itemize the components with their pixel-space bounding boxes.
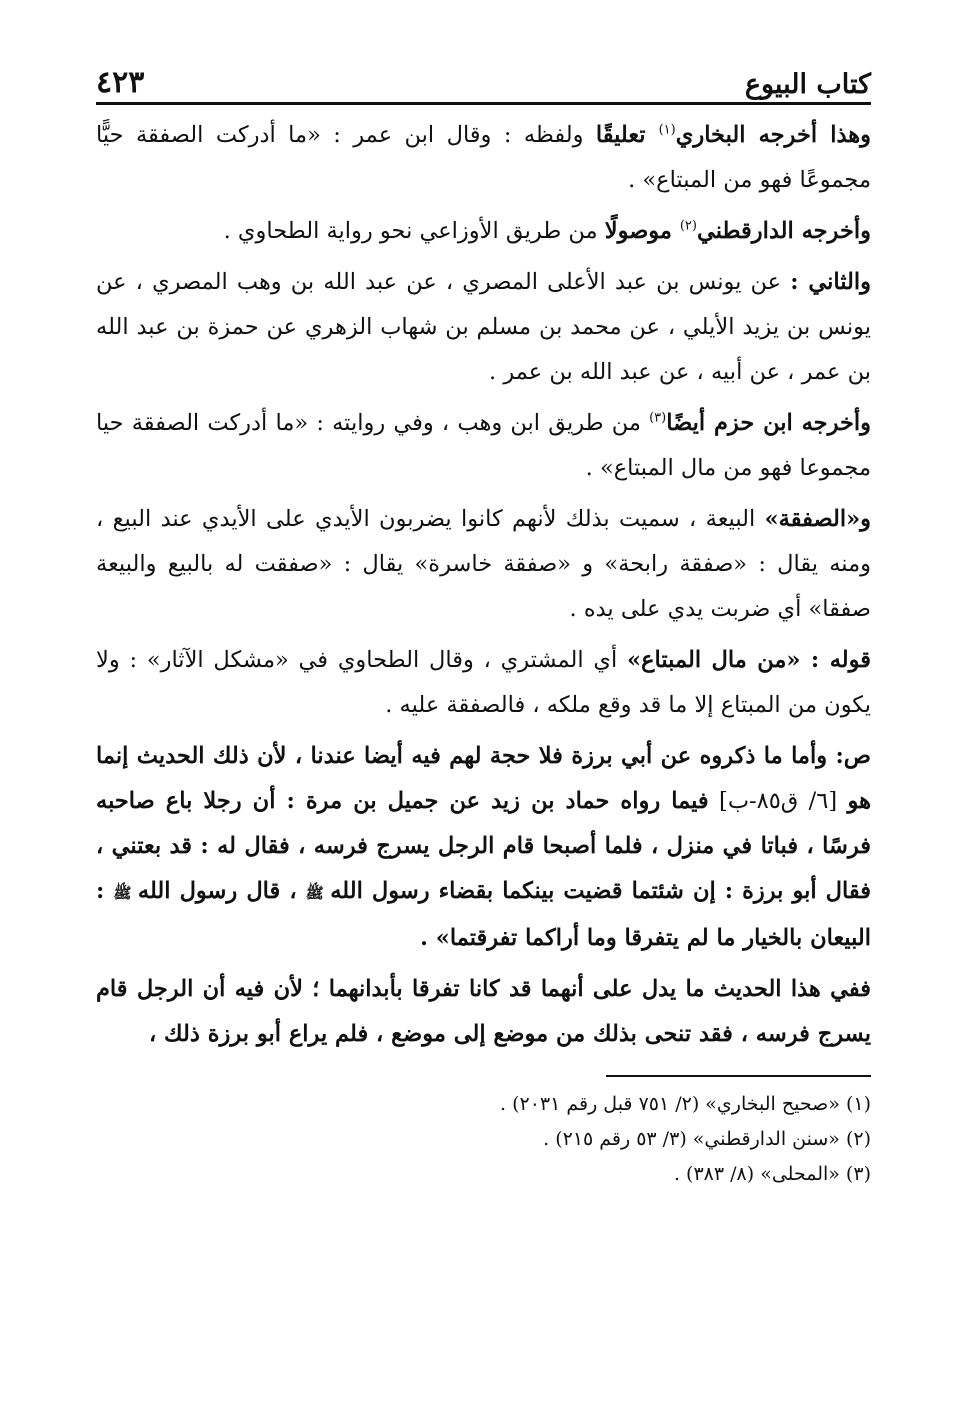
salutation-seal-2: ﷺ <box>113 884 138 902</box>
salutation-seal-1: ﷺ <box>305 884 331 902</box>
page-header <box>96 58 871 100</box>
p2-text: من طريق الأوزاعي نحو رواية الطحاوي . <box>223 218 605 244</box>
p3-text: عن يونس بن عبد الأعلى المصري ، عن عبد الله بن وهب المصري ، عن يونس بن يزيد الأيلي ، عن محمد بن مسلم بن شهاب الزهري عن حمزة بن عبد الله بن عمر ، عن أبيه ، عن عبد الله بن عمر . <box>96 269 871 385</box>
p2-lead: وأخرجه الدارقطني <box>696 218 871 244</box>
footnote-2: (٢) «سنن الدارقطني» (٣/ ٥٣ رقم ٢١٥) . <box>543 1128 871 1150</box>
p7-text-d: : البيعان بالخيار ما لم يتفرقا وما أراكما تفرقتما» . <box>96 878 871 951</box>
p1-text: ولفظه : وقال ابن عمر : «ما أدركت الصفقة حيًّا مجموعًا فهو من المبتاع» . <box>96 122 871 193</box>
p6-lead: قوله : «من مال المبتاع» <box>627 647 871 673</box>
p7-text-b: فيما رواه حماد بن زيد عن جميل بن مرة : أن رجلا باع صاحبه فرسًا ، فباتا في منزل ، فلما أصبحا قام الرجل يسرج فرسه ، فقال له : قد بعتني ، فقال أبو برزة : إن شئتما قضيت بينكما بقضاء رسول الله <box>96 788 872 904</box>
p5-text: البيعة ، سميت بذلك لأنهم كانوا يضربون الأيدي على الأيدي عند البيع ، ومنه يقال : «صفقة رابحة» و «صفقة خاسرة» يقال : «صفقت له بالبيع والبيعة صفقا» أي ضربت يدي على يده . <box>96 506 871 622</box>
paragraph-8: ففي هذا الحديث ما يدل على أنهما قد كانا تفرقا بأبدانهما ؛ لأن فيه أن الرجل قام يسرج فرسه ، فقد تنحى بذلك من موضع إلى موضع ، فلم يراع أبو برزة ذلك ، <box>96 976 871 1047</box>
book-page <box>96 58 871 1192</box>
footnote-ref-2: (٢) <box>679 218 697 234</box>
running-title: كتاب البيوع <box>744 69 871 100</box>
p7-text-a: ص: وأما ما ذكروه عن أبي برزة فلا حجة لهم فيه أيضا عندنا ، لأن ذلك الحديث إنما هو <box>96 743 871 814</box>
footnote-ref-1: (١) <box>658 122 676 138</box>
p1-emphasis: تعليقًا <box>595 122 659 148</box>
paragraph-5 <box>96 497 871 632</box>
footnote-1: (١) «صحيح البخاري» (٢/ ٧٥١ قبل رقم ٢٠٣١) . <box>500 1093 871 1115</box>
page-number: ٤٢٣ <box>96 65 145 100</box>
paragraph-6 <box>96 638 871 728</box>
footnote-ref-3: (٣) <box>649 410 667 426</box>
footnote-3: (٣) «المحلى» (٨/ ٣٨٣) . <box>673 1163 871 1185</box>
p7-text-c: ، قال رسول الله <box>137 878 306 904</box>
p3-lead: والثاني : <box>790 269 871 295</box>
p6-text: أي المشتري ، وقال الطحاوي في «مشكل الآثار» : ولا يكون من المبتاع إلا ما قد وقع ملكه ، فالصفقة عليه . <box>96 647 871 718</box>
p1-lead: وهذا أخرجه البخاري <box>675 122 872 148</box>
header-rule <box>96 102 871 105</box>
footnote-rule <box>606 1075 871 1077</box>
p2-emphasis: موصولًا <box>604 218 680 244</box>
p4-text: من طريق ابن وهب ، وفي روايته : «ما أدركت الصفقة حيا مجموعا فهو من مال المبتاع» . <box>96 410 871 481</box>
paragraph-7 <box>96 734 871 961</box>
p4-lead: وأخرجه ابن حزم أيضًا <box>666 410 872 436</box>
manuscript-ref: [٦/ ق٨٥-ب] <box>708 788 848 814</box>
paragraph-2 <box>96 209 871 254</box>
paragraph-1 <box>96 113 871 203</box>
paragraph-4 <box>96 401 871 491</box>
paragraph-3 <box>96 260 871 395</box>
p5-lead: و«الصفقة» <box>764 506 871 532</box>
